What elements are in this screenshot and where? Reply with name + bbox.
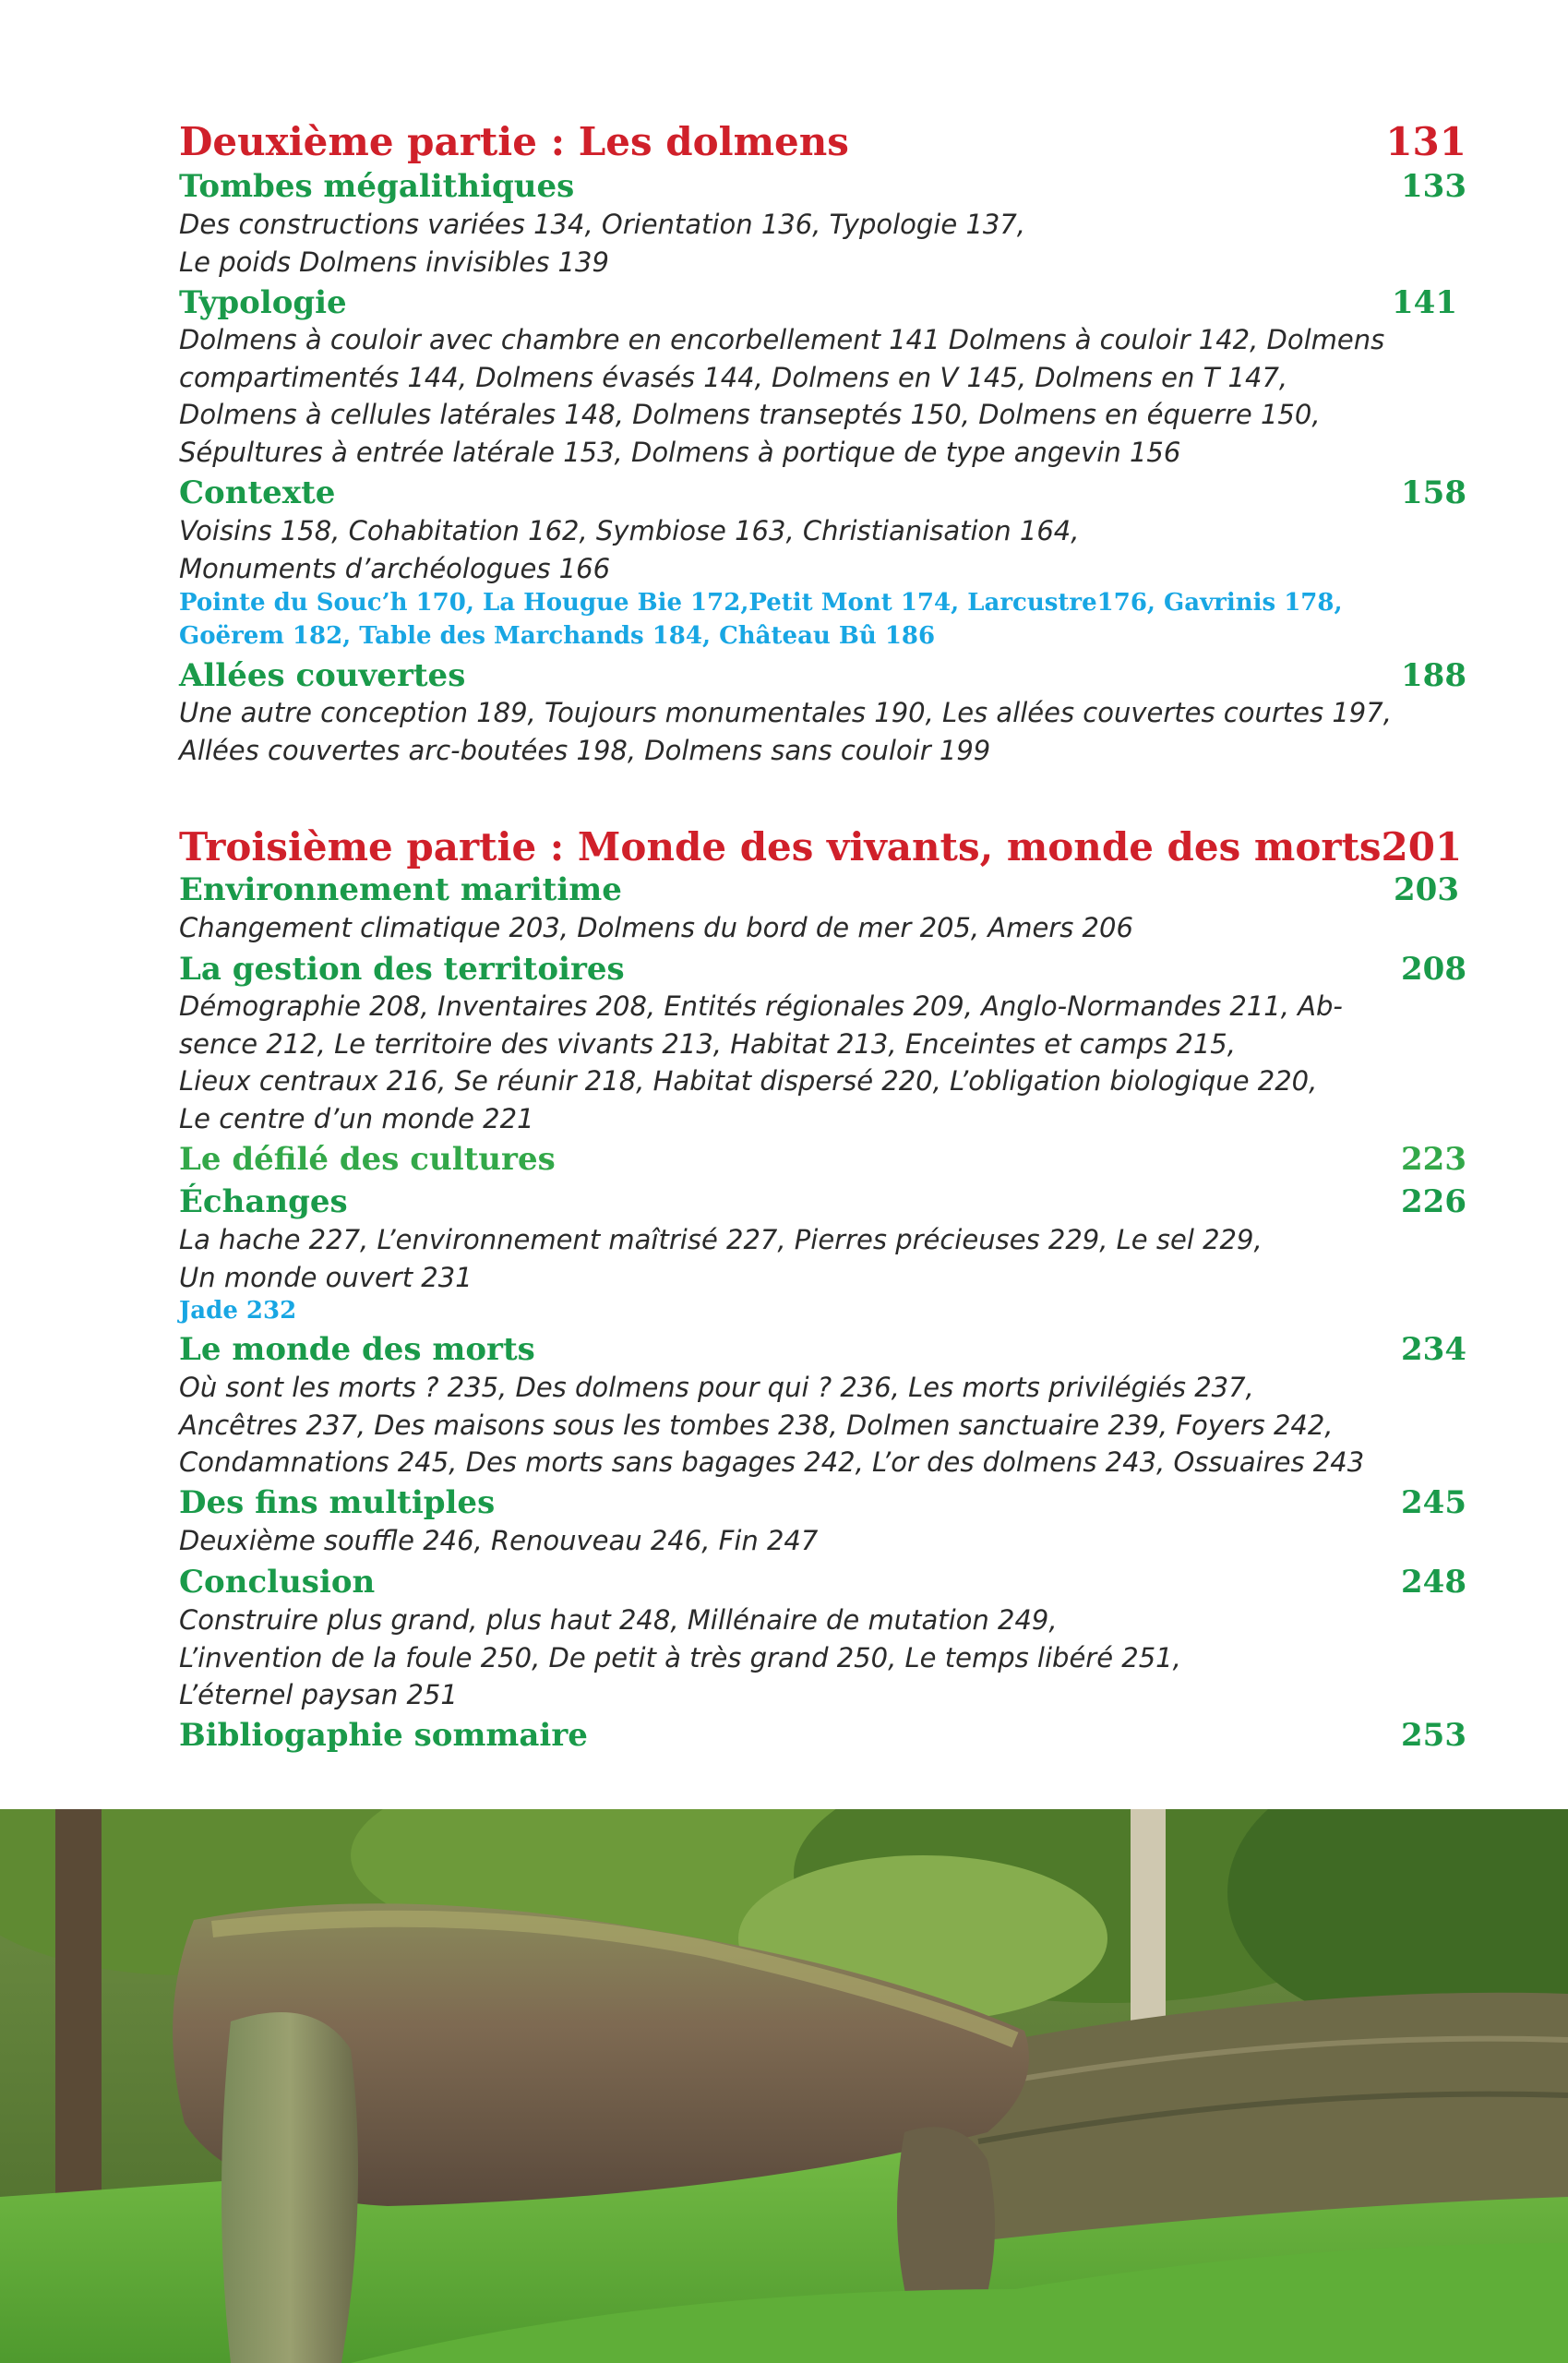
part-title: Deuxième partie : Les dolmens (179, 119, 849, 164)
chapter-title: Contexte (179, 474, 336, 511)
chapter-page-number: 133 (1401, 168, 1466, 205)
chapter-subsections: Des constructions variées 134, Orientation 136, Typologie 137, Le poids Dolmens invisibles 139 (179, 209, 1026, 278)
chapter-page-number: 158 (1401, 474, 1466, 511)
chapter-subsections: La hache 227, L’environnement maîtrisé 227, Pierres précieuses 229, Le sel 229, Un monde ouvert 231 (179, 1224, 1263, 1293)
chapter-page-number: 226 (1401, 1183, 1466, 1220)
chapter-page-number: 223 (1401, 1141, 1466, 1178)
part-heading (179, 118, 1466, 166)
part-title: Troisième partie : Monde des vivants, monde des morts (179, 824, 1382, 870)
highlighted-sites: Pointe du Souc’h 170, La Hougue Bie 172,Petit Mont 174, Larcustre176, Gavrinis 178, Goërem 182, Table des Marchands 184, Château Bû 186 (179, 589, 1343, 650)
chapter-heading (179, 1482, 1466, 1523)
chapter-title: Typologie (179, 284, 347, 321)
chapter-subsections: Dolmens à couloir avec chambre en encorbellement 141 Dolmens à couloir 142, Dolmens compartimentés 144, Dolmens évasés 144, Dolmens en V 145, Dolmens en T 147, Dolmens à cellules latérales 148, Dolmens transeptés 150, Dolmens en équerre 150, Sépultures à entrée latérale 153, Dolmens à portique de type angevin 156 (179, 324, 1385, 468)
part-heading (179, 823, 1463, 871)
chapter-title: Bibliogaphie sommaire (179, 1717, 588, 1754)
chapter-page-number: 141 (1392, 284, 1457, 321)
chapter-page-number: 253 (1401, 1717, 1466, 1754)
chapter-page-number: 245 (1401, 1484, 1466, 1521)
chapter-heading (179, 1562, 1466, 1602)
chapter-subsections: Une autre conception 189, Toujours monumentales 190, Les allées couvertes courtes 197, Allées couvertes arc-boutées 198, Dolmens sans couloir 199 (179, 697, 1392, 766)
chapter-heading (179, 1715, 1466, 1756)
chapter-page-number: 208 (1401, 951, 1466, 988)
chapter-subsections: Deuxième souffle 246, Renouveau 246, Fin 247 (179, 1525, 819, 1556)
chapter-title: Conclusion (179, 1564, 376, 1601)
chapter-heading (179, 473, 1466, 513)
chapter-title: Tombes mégalithiques (179, 168, 575, 205)
chapter-subsections: Changement climatique 203, Dolmens du bord de mer 205, Amers 206 (179, 912, 1133, 943)
chapter-page-number: 188 (1401, 657, 1466, 694)
dolmen-illustration (0, 1809, 1568, 2363)
chapter-subsections: Voisins 158, Cohabitation 162, Symbiose 163, Christianisation 164, Monuments d’archéologues 166 (179, 515, 1080, 584)
chapter-heading (179, 166, 1466, 207)
chapter-heading (179, 1329, 1466, 1370)
chapter-title: Allées couvertes (179, 657, 466, 694)
chapter-title: La gestion des territoires (179, 951, 625, 988)
chapter-title: Le monde des morts (179, 1331, 535, 1368)
chapter-subsections: Où sont les morts ? 235, Des dolmens pour qui ? 236, Les morts privilégiés 237, Ancêtres 237, Des maisons sous les tombes 238, Dolmen sanctuaire 239, Foyers 242, Condamnations 245, Des morts sans bagages 242, L’or des dolmens 243, Ossuaires 243 (179, 1372, 1365, 1478)
part-page-number: 201 (1381, 824, 1463, 870)
chapter-title: Le défilé des cultures (179, 1141, 556, 1178)
chapter-page-number: 248 (1401, 1564, 1466, 1601)
chapter-title: Échanges (179, 1183, 348, 1220)
chapter-heading (179, 282, 1457, 323)
chapter-heading (179, 949, 1466, 990)
chapter-page-number: 234 (1401, 1331, 1466, 1368)
upright-stone (221, 2012, 358, 2363)
chapter-heading (179, 870, 1459, 910)
highlighted-sites: Jade 232 (179, 1297, 297, 1325)
chapter-subsections: Construire plus grand, plus haut 248, Millénaire de mutation 249, L’invention de la foule 250, De petit à très grand 250, Le temps libéré 251, L’éternel paysan 251 (179, 1604, 1181, 1710)
chapter-heading (179, 655, 1466, 696)
chapter-title: Des fins multiples (179, 1484, 496, 1521)
dolmen-photograph (0, 1809, 1568, 2363)
chapter-heading (179, 1139, 1466, 1180)
part-page-number: 131 (1385, 119, 1466, 164)
chapter-heading (179, 1182, 1466, 1222)
chapter-subsections: Démographie 208, Inventaires 208, Entités régionales 209, Anglo-Normandes 211, Ab- sence 212, Le territoire des vivants 213, Habitat 213, Enceintes et camps 215, Lieux centraux 216, Se réunir 218, Habitat dispersé 220, L’obligation biologique 220, Le centre d’un monde 221 (179, 990, 1343, 1134)
chapter-title: Environnement maritime (179, 871, 622, 908)
chapter-page-number: 203 (1394, 871, 1459, 908)
